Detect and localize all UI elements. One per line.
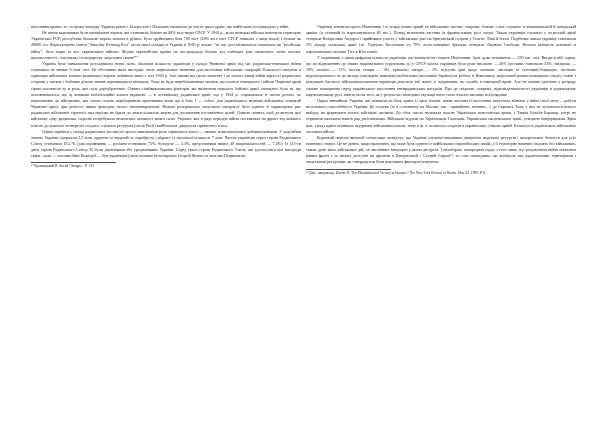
- right-column: [306, 24, 576, 176]
- paragraph: Окрім звичайних Україна, які воювали на боці одних із двох блоків, певна частина її населення перестала вбачати у війні своєї мету – добути незалежної самостійності України. Це спільно (їх в основному на Москві, так – принаймні, печатки – і до Європи). Тому у них не залишалося нового вибору, як формувати власні військові частини. До обох числа належала власне Українська повстанська армія, і Таврія Бульба-Боровця, котрі не отримали належала навіть ряд регіональних. Військові відділи на Українських Галичині, Української національної армії, утворена бандерівцями. Крім цих, з ряду країн отримали підтримку військових кошти, тому в ці. ч. кількість солдатів в українських з інших армій. Кількість в українських військових частинах військ.: [306, 97, 576, 134]
- paragraph: Короткий перелік вичизуй статистики засвідчує, що Україна служила важливим джерелом людських ресурсів і матеріальних багатств для усіх воюючих сторін. Це не дивно, якщо врахувати, що вона була однією із найбільших європейських націй, а її територію напевно свідчать бої військових, також дуже мало військових дій, та численних випущені у низах ресурсів. І незабаром, попереднім щодо з того лише, що результатом війни опоменім рамки фронт і за міцної доступні на фронтів в Центральній і Східній Європі¹¹, то стає очевидним, що контроль над українськими територіями і людськими ресурсами, як стверджуали були важливим фактором перемоги.: [306, 134, 576, 165]
- footnote: ¹⁰ Кульчицький В. Social Changes... P. 153.: [31, 164, 95, 169]
- footnote: ¹¹ Див., наприклад: Davies N. The Misunderstood Victory in Europe // The New York Review of Books. May 25, 1995. P. 8.: [306, 170, 487, 175]
- footnote-divider: [306, 169, 391, 170]
- footnote-divider: [31, 162, 116, 163]
- paragraph: населення країни, то і в цьому випадку Україна разом з Білорусією і Польщею належала до числа трьох країн, що найбільше постраждали у війні.: [31, 24, 290, 29]
- paragraph: Не менш важливими були матеріальні втрати, які становили більше як 40% всіх втрат СРСР. У 1944 р., коли німецькі війська покинули територію Української РСР, республіка більшою мірою лежала в руїнах. Було зруйновано біля 700 міст (40% всіх міст СРСР, зниклих з лиця землі) і більше як 28000 сіл. Кореспондент газети "Saturday Evening Post" після своєї поїздки в Україну в 1945 р. писав: "те, що досі називалося топонімом як "російську війну", було перш за все українською війною. Жодна європейська країна не постраждала більше від глибоких ран, нанесених своїм містам, промисловості, сільському господарству, людським силам"¹⁰.: [31, 30, 301, 60]
- paragraph: У порівнянні з цими цифрами кількість українців, що воювали на стороні Німеччини, була дуже незначною — 250 тис. чол. Вводи в ній, однак, що по відношенню до інших національних угруповань до у СРСР частка українців була дуже високою — 26% (росіяни становили 32%, татарські — 19%, казахи — 11%, вол'ки татари — 4%, кримські татари — 2%, відсутні дані щодо латишів, литовців та естонців).Очевидно, частково відповідальність за це вкладе покладати навальна мобілізація населення України на роботу в Німеччину, жорстокий режим німецького окупу, повні з кунулише багатьох військовополонених-українців ріпульси заб житті, в одержання, на службу в німецькій армії. Але не можна ідеалити у розряду сильне поширення серед українського населення антирадянських настроїв. Про це свідчить, зокрема, відповідатимесності українців в радянському партизанському русі, навіть після того, як у результаті німецької окупації воно стало взагалі питаннє популярним.: [306, 54, 576, 97]
- paragraph: Однак українці у складі радянських частин не просто виконували роль гарматного м'яса — значна, вони вписалися доблими воїнами. У ході війни значно України одержали 2,5 млн. орденів та медалей за хоробрість і відвагу (з загальної кількості 7 млн. Частка українців серед героїв Радянського Союзу становила 18,2 % (для порівняння — росіяни становили 71%, білоруси — 3,3%, представники інших 40 національностей — 7,4%). Із 115-ти двічі героїв Радянського Союзу 35 були українцями або уродженцями України. Серед трьох героїв Радянського Союзу, які удостоїлися цієї нагороди тричі, один — льотчик Іван Кожедуб — був українцем (двічі іншими були маршал Георгій Жуков та льотчик Покришкін).: [31, 128, 301, 159]
- left-column: [31, 24, 301, 170]
- paragraph: Україна була навчальним розсадником нової сили. Загальна кількість українців у складі Червоної армії під час радянсько-німецької війни становила не менше 6 млн. чол. Це обставина мала наслідки, часто вирішальне значення для населення військових операцій. Більшості пам'яток в одиницях військової техніки радянська сторона добивала лише з літа 1943 р. Але значна від цього моменту і до самого кінця війни вартості радянської сторони у питках з бойових дітьми значно перевищувала німецьку. Тому не буде перебільшенням сказати, що полеглі німецького і військ Червоної армії гірше поставили ту ж роль, яке силу дередбратених. Одним з найважливіших факторів, які визначали першість бойової армії, очевидно, було те, що поповнювалося, що ці вишкові мобілізаційні кошти втрачали — в останньому радянської армії, що у 1944 р. справлялися зі своєю роллю, по відношенню до військових, яка своєю силою переборювала противника вони що в бою 1 — тобто, для українського ведення військових операцій Червоної армії, при різності інших факторів, могло неперевершеним. Ведена розтратилась людського матеріалу було однією зі характерних рис радянської військової стратегії, яка нерідко не брала до уваги кількість жертв для досягнення поставлених цілей. Однією символ, щоб досягнути цієї військову ціну радянська сторона потребувала величезної кількості живої сили. Україна, яка в ряді періодів війни поставляла на фронт від кожного п'ятого до кожного четвертого солдата, служила ресурсом (після Росії) найбільших джерелом гарматного м'яса.: [31, 60, 301, 128]
- paragraph: Українці воювали проти Німеччини і в складі інших армій та військових частин, зокрема, більше з них служило в американській й канадській арміях (в останній їх нараховувалося 40 тис.). Понад величезна частина (в французькому русі опору. Також українців служило у польській армії генерала Владислава Андерса і прийнявші участь у військових діях на британській стороні у Єгипті, Лівії й Італії. Подібним чином українці становили 2% складу польської армії (зо. Тадеуша Костюшки та 70% чехословацької бригади генерала Людвіга Свободи. Немала кількість воювали в партизанських загонах Тіто в Югославії.: [306, 24, 576, 54]
